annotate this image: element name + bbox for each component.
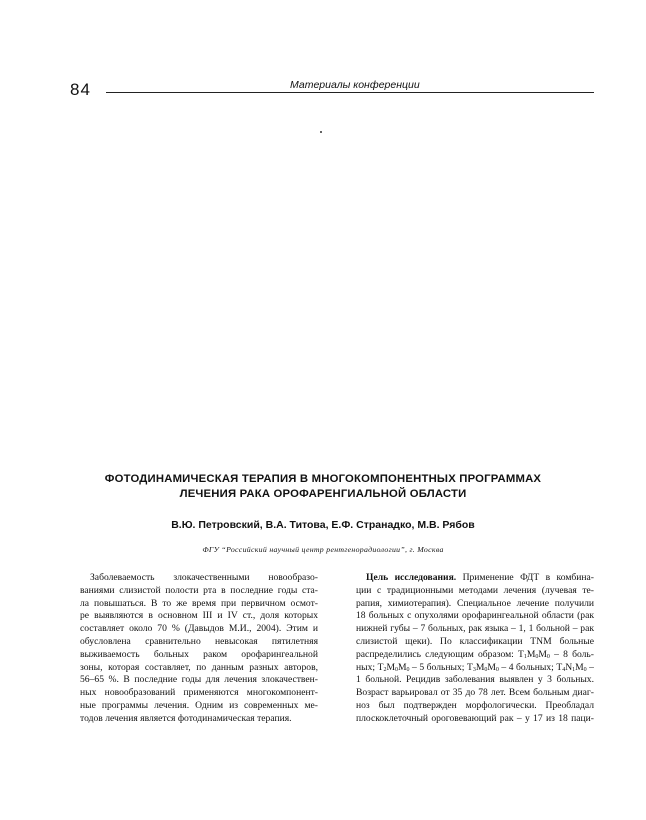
text-fragment: распределились следующим образом: T (356, 648, 524, 660)
page-number: 84 (70, 80, 91, 99)
text-line: тодов лечения является фотодинамическая терапия. (80, 712, 292, 724)
running-head: Материалы конференции (290, 79, 420, 91)
article-title (80, 472, 566, 502)
subscript: 0 (394, 666, 398, 673)
text-line: Заболеваемость злокачественными новообразо- (90, 572, 318, 583)
text-line: составляет около 70 % (Давыдов М.И., 2004). Этим и (80, 623, 318, 635)
subscript: 0 (495, 666, 499, 673)
text-fragment: – 4 больных; T (498, 661, 563, 673)
subscript: 1 (523, 653, 527, 660)
scan-speck (320, 131, 322, 133)
left-column (80, 572, 318, 726)
text-line: плоскоклеточный ороговевающий рак – у 17 из 18 паци- (356, 712, 594, 724)
text-fragment: M (526, 648, 536, 660)
text-line (356, 572, 594, 585)
text-line: слизистой щеки). По классификации TNM больные (356, 635, 594, 647)
text-line: ноз был подтвержден морфологически. Преобладал (356, 699, 594, 711)
text-line: ных новообразований применяются многокомпонент- (80, 687, 318, 699)
subscript: 0 (535, 653, 539, 660)
subscript: 0 (484, 666, 488, 673)
text-fragment: N (565, 661, 573, 673)
text-line: ла повышаться. В то же время при первичном осмот- (80, 597, 318, 609)
tnm-line-2 (356, 662, 594, 675)
subscript: 4 (562, 666, 566, 673)
text-line: 1 больной. Рецидив заболевания выявлен у 3 больных. (356, 674, 594, 686)
text-line: нижней губы – 7 больных, рак языка – 1, 1 больной – рак (356, 623, 594, 635)
text-fragment: M (386, 661, 395, 673)
text-fragment: Применение ФДТ в комбина- (456, 572, 594, 583)
title-line: ЛЕЧЕНИЯ РАКА ОРОФАРЕНГИАЛЬНОЙ ОБЛАСТИ (179, 488, 467, 500)
subscript: 0 (406, 666, 410, 673)
right-column (356, 572, 594, 726)
authors: В.Ю. Петровский, В.А. Титова, Е.Ф. Странадко, М.В. Рябов (171, 519, 475, 531)
text-line: зоны, которая составляет, по данным разных авторов, (80, 661, 318, 673)
text-line: 56–65 %. В последние годы для лечения злокачествен- (80, 674, 318, 686)
text-line: выживаемость больных раком орофарингеальной (80, 648, 318, 660)
text-fragment: M (487, 661, 496, 673)
text-fragment: M (475, 661, 485, 673)
text-line: Возраст варьировал от 35 до 78 лет. Всем больным диаг- (356, 687, 594, 699)
text-line: обусловлена сравнительно невысокая пятилетняя (80, 635, 318, 647)
title-line: ФОТОДИНАМИЧЕСКАЯ ТЕРАПИЯ В МНОГОКОМПОНЕНТНЫХ ПРОГРАММАХ (104, 473, 542, 485)
text-fragment: – (586, 661, 594, 673)
text-fragment: ных; T (356, 661, 384, 673)
text-fragment: M (538, 648, 547, 660)
text-line: рапия, химиотерапия). Специальное лечение получили (356, 597, 594, 609)
text-fragment: – 8 боль- (549, 648, 594, 660)
text-line: ваниями слизистой полости рта в последние годы ста- (80, 584, 318, 596)
text-fragment: M (397, 661, 407, 673)
text-fragment: – 5 больных; T (409, 661, 473, 673)
text-fragment: M (575, 661, 584, 673)
text-line: 18 больных с опухолями орофарингеальной области (рак (356, 610, 594, 622)
text-line: ные программы лечения. Одним из современных ме- (80, 699, 318, 711)
text-line: ции с традиционными методами лечения (лучевая те- (356, 584, 594, 596)
subscript: 0 (583, 666, 587, 673)
subscript: 0 (546, 653, 550, 660)
header-rule (106, 92, 594, 93)
subscript: 3 (472, 666, 476, 673)
subscript: 2 (383, 666, 387, 673)
text-line: ре выявляются в основном III и IV ст., доля которых (80, 610, 318, 622)
subscript: 1 (572, 666, 576, 673)
tnm-line-1 (356, 649, 594, 662)
lead-heading: Цель исследования. (366, 572, 457, 583)
affiliation: ФГУ “Российский научный центр рентгенорадиологии”, г. Москва (202, 545, 444, 554)
